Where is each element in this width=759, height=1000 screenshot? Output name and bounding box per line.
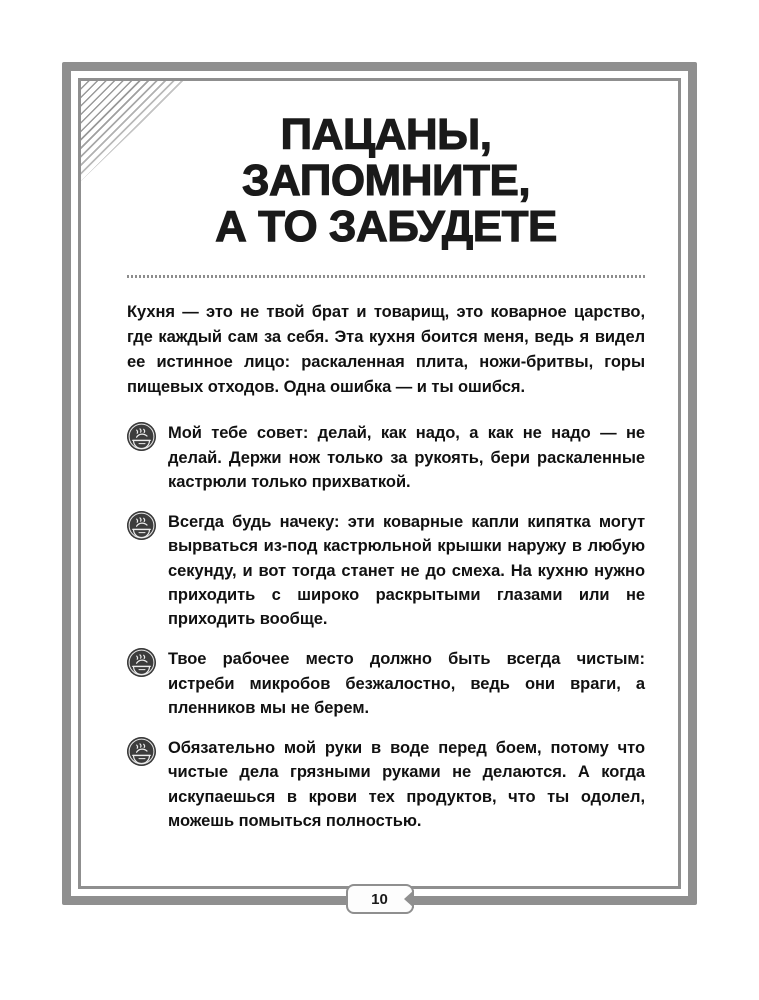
steaming-bowl-icon xyxy=(127,511,156,540)
list-item-text: Всегда будь начеку: эти коварные капли кипятка могут вырваться из-под кастрюльной крышки наружу в любую секунду, и вот тогда станет не до смеха. На кухню нужно приходить с широко раскрытыми глазами или не приходить вообще. xyxy=(168,513,645,628)
page-content xyxy=(127,100,645,833)
intro-paragraph: Кухня — это не твой брат и товарищ, это коварное царство, где каждый сам за себя. Эта кухня боится меня, ведь я видел ее истинное лицо: раскаленная плита, ножи-бритвы, горы пищевых отходов. Одна ошибка — и ты ошибся. xyxy=(127,303,645,396)
list-item-text: Обязательно мой руки в воде перед боем, потому что чистые дела грязными руками не делаются. А когда искупаешься в крови тех продуктов, что ты одолел, можешь помыться полностью. xyxy=(168,739,645,830)
list-item xyxy=(127,421,645,494)
page-number: 10 xyxy=(371,890,388,908)
title-line-3: А ТО ЗАБУДЕТЕ xyxy=(215,201,557,251)
tips-list xyxy=(127,421,645,833)
list-item-text: Мой тебе совет: делай, как надо, а как не надо — не делай. Держи нож только за рукоять, бери раскаленные кастрюли только прихваткой. xyxy=(168,424,645,491)
list-item xyxy=(127,510,645,631)
list-item xyxy=(127,736,645,833)
title-line-1: ПАЦАНЫ, xyxy=(280,110,492,159)
steaming-bowl-icon xyxy=(127,737,156,766)
title-line-2: ЗАПОМНИТЕ, xyxy=(241,155,531,205)
steaming-bowl-icon xyxy=(127,648,156,677)
list-item-text: Твое рабочее место должно быть всегда чистым: истреби микробов безжалостно, ведь они враги, а пленников мы не берем. xyxy=(168,650,645,717)
list-item xyxy=(127,647,645,720)
title-divider xyxy=(127,275,645,278)
steaming-bowl-icon xyxy=(127,422,156,451)
badge-notch-icon xyxy=(404,890,414,908)
page-number-badge xyxy=(346,884,414,914)
page-title xyxy=(127,100,645,249)
